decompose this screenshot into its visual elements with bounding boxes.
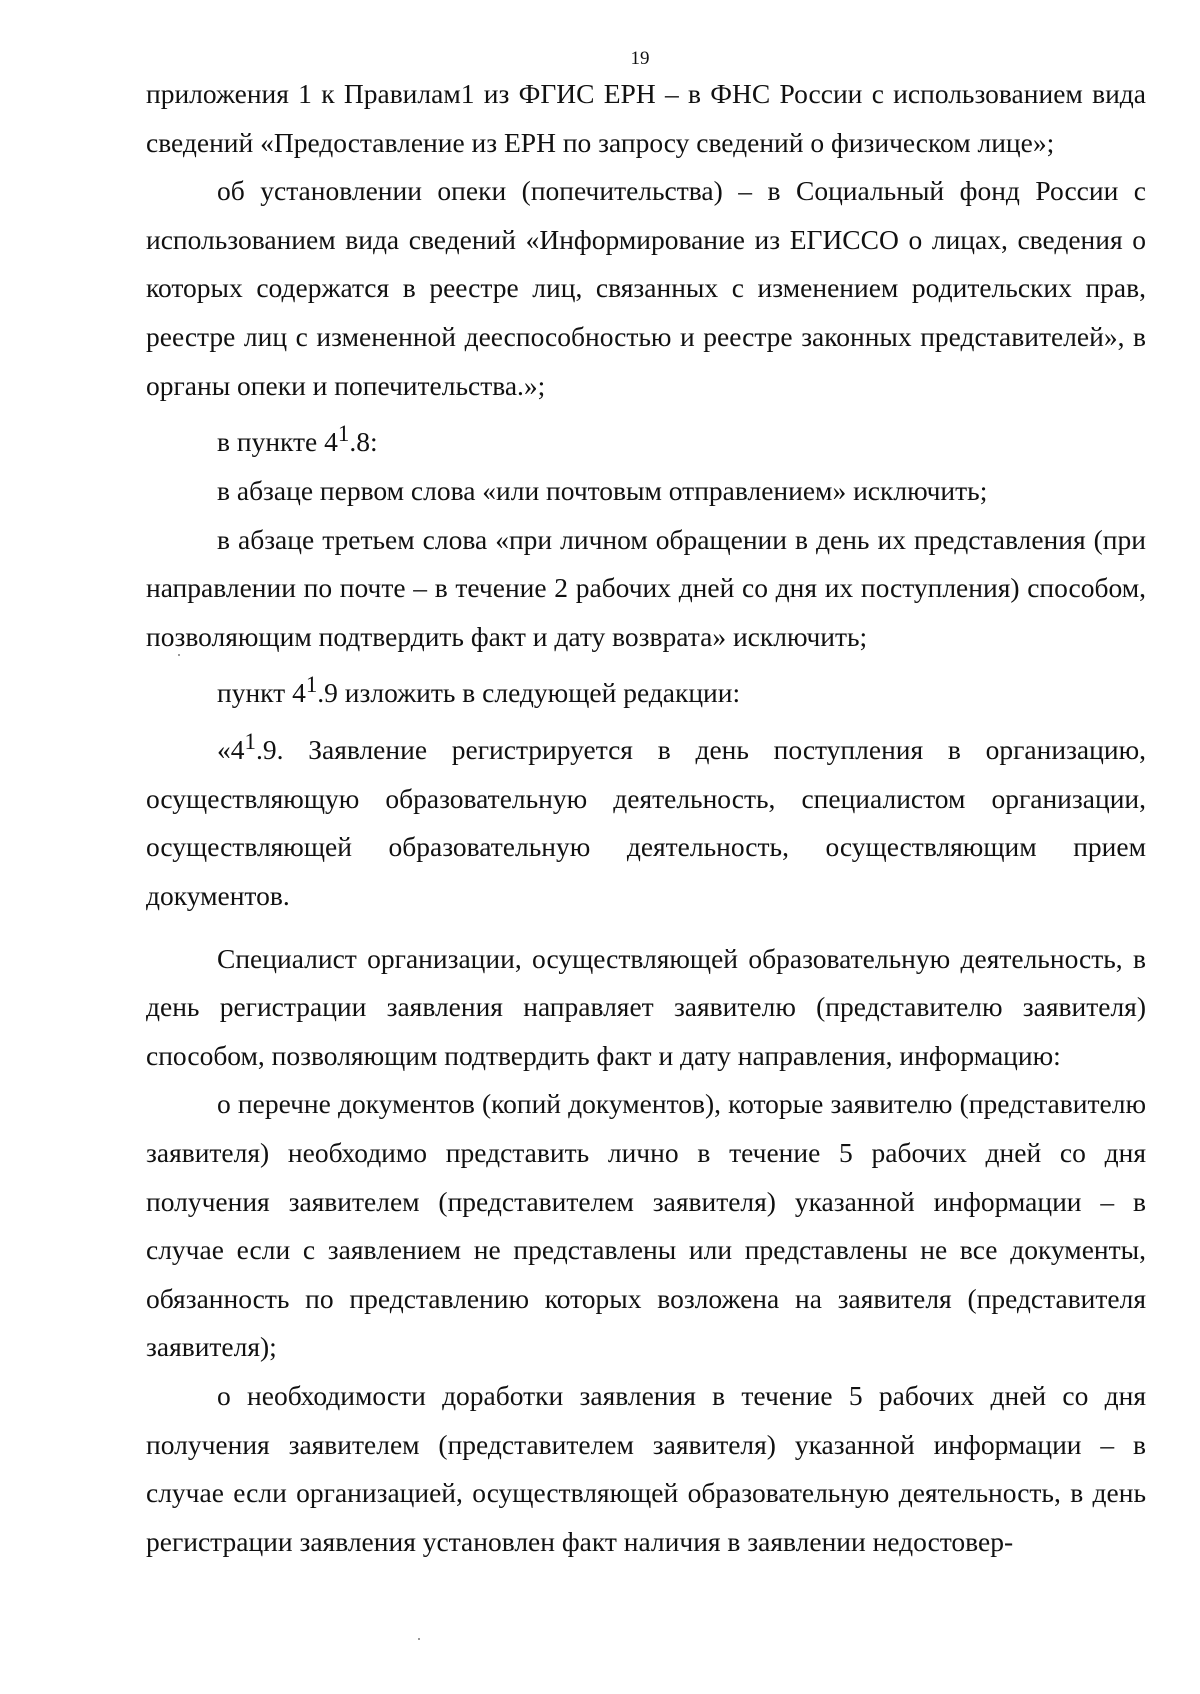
paragraph-text: в абзаце первом слова «или почтовым отправлением» исключить; xyxy=(217,474,988,506)
paragraph-text: в абзаце третьем слова «при личном обращении в день их представления (при направлении по почте – в течение 2 рабочих дней со дня их поступления) способом, позволяющим подтвердить факт и дату возврата» исключить; xyxy=(146,523,1146,652)
paragraph-text: Специалист организации, осуществляющей образовательную деятельность, в день регистрации заявления направляет заявителю (представителю заявителя) способом, позволяющим подтвердить факт и дату направления, информацию: xyxy=(146,942,1146,1071)
paragraph-4 xyxy=(146,467,1146,516)
paragraph-text: .9. Заявление регистрируется в день поступления в организацию, осуществляющую образовательную деятельность, специалистом организации, осуществляющей образовательную деятельность, осуществляющим прием документов. xyxy=(146,734,1146,911)
paragraph-text-prefix: пункт 4 xyxy=(217,677,306,709)
paragraph-5 xyxy=(146,516,1146,662)
paragraph-text: о необходимости доработки заявления в течение 5 рабочих дней со дня получения заявителем (представителем заявителя) указанной информации – в случае если организацией, осуществляющей образовательную деятельность, в день регистрации заявления установлен факт наличия в заявлении недостовер- xyxy=(146,1379,1146,1557)
paragraph-3 xyxy=(146,410,1146,467)
paragraph-text: о перечне документов (копий документов), которые заявителю (представителю заявителя) необходимо представить лично в течение 5 рабочих дней со дня получения заявителем (представителем заявителя) указанной информации – в случае если с заявлением не представлены или представлены не все документы, обязанность по представлению которых возложена на заявителя (представителя заявителя); xyxy=(146,1088,1146,1363)
paragraph-text: приложения 1 к Правилам1 из ФГИС ЕРН – в ФНС России с использованием вида сведений «Предоставление из ЕРН по запросу сведений о физическом лице»; xyxy=(146,78,1146,158)
paragraph-9 xyxy=(146,1080,1146,1372)
paragraph-text-prefix: «4 xyxy=(217,734,245,766)
paragraph-text: .8: xyxy=(349,426,378,458)
paragraph-7 xyxy=(146,718,1146,921)
superscript-index: 1 xyxy=(244,729,256,755)
paragraph-text: .9 изложить в следующей редакции: xyxy=(317,677,741,709)
paragraph-2 xyxy=(146,167,1146,410)
page-number: 19 xyxy=(630,48,650,69)
paragraph-1 xyxy=(146,70,1146,167)
scan-speck xyxy=(178,654,180,656)
document-body xyxy=(146,70,1146,1566)
paragraph-6 xyxy=(146,661,1146,718)
paragraph-10 xyxy=(146,1372,1146,1566)
superscript-index: 1 xyxy=(337,421,350,447)
superscript-index: 1 xyxy=(305,672,318,698)
paragraph-8 xyxy=(146,935,1146,1081)
paragraph-text: об установлении опеки (попечительства) – в Социальный фонд России с использованием вида сведений «Информирование из ЕГИССО о лицах, сведения о которых содержатся в реестре лиц, связанных с изменением родительских прав, реестре лиц с измененной дееспособностью и реестре законных представителей», в органы опеки и попечительства.»; xyxy=(146,175,1146,401)
scan-speck xyxy=(418,1638,420,1640)
paragraph-text-prefix: в пункте 4 xyxy=(217,426,338,458)
